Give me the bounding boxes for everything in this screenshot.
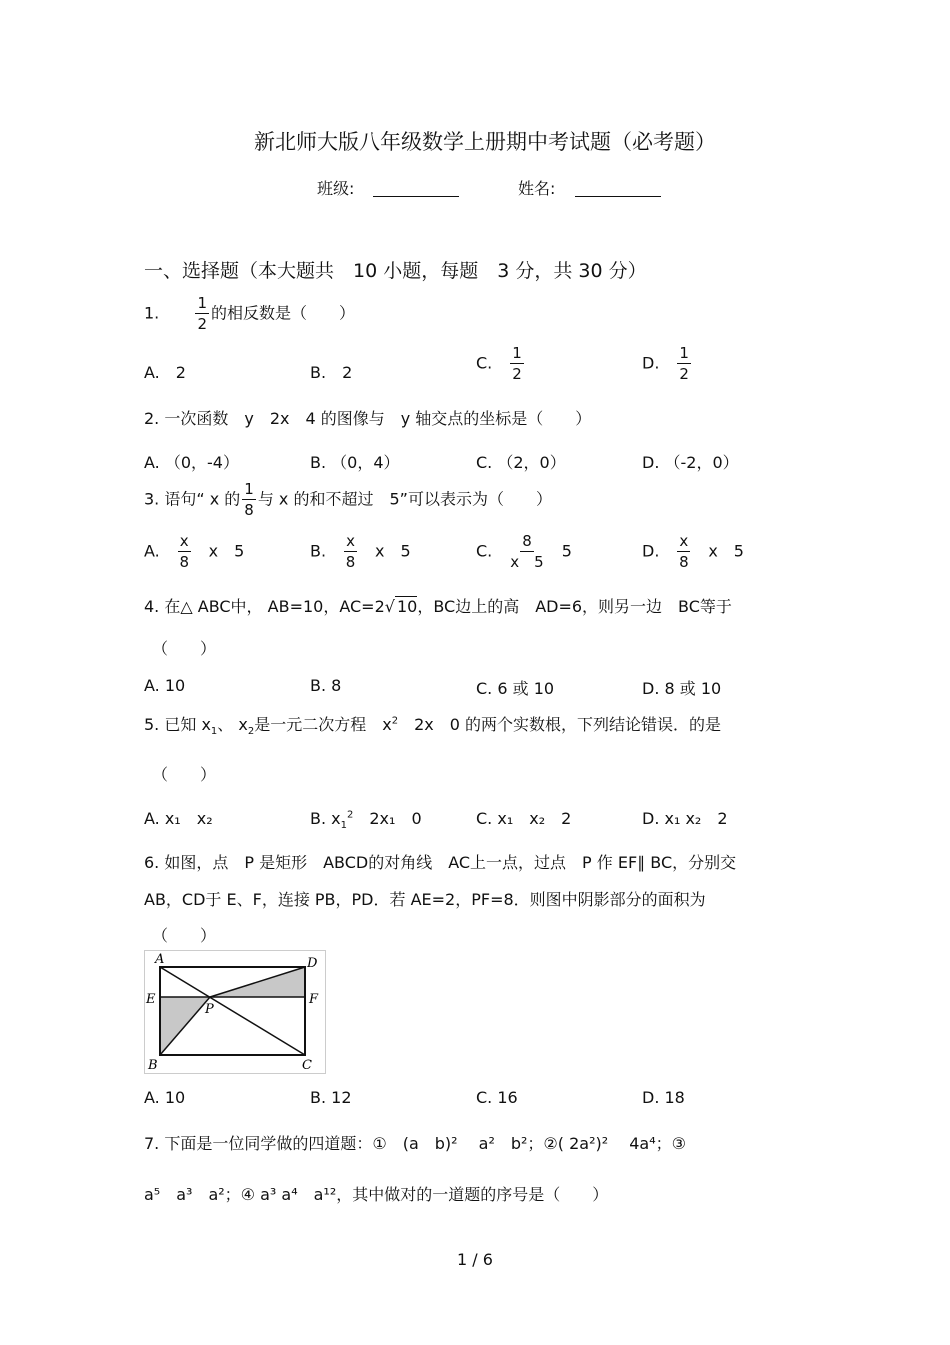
name-blank[interactable] (575, 195, 661, 197)
document-title: 新北师大版八年级数学上册期中考试题（必考题） (254, 130, 716, 154)
label-b: B (148, 1058, 158, 1073)
section-heading: 一、选择题（本大题共 10 小题，每题 3 分，共 30 分） (144, 260, 647, 282)
label-f: F (309, 992, 319, 1007)
label-p: P (205, 1002, 214, 1017)
geometry-diagram (145, 951, 325, 1073)
label-e: E (146, 992, 156, 1007)
q2-option-b[interactable]: B. （0，4） (310, 453, 400, 472)
question-7-line-1: 7. 下面是一位同学做的四道题：① (a b)² a² b²；②( 2a²)² 4a⁴；③ (144, 1134, 686, 1153)
question-6-line-1: 6. 如图，点 P 是矩形 ABCD的对角线 AC上一点，过点 P 作 EF∥ BC，分别交 (144, 853, 737, 872)
question-3: 3. 语句“ x 的 $\frac{1}{8}$ 与 x 的和不超过 5”可以表示为（ ） (144, 480, 552, 519)
class-label: 班级: (317, 179, 355, 198)
name-label: 姓名: (518, 179, 556, 198)
q1-option-d[interactable]: D. $\frac{1}{2}$ (642, 344, 689, 383)
class-blank[interactable] (373, 195, 459, 197)
fraction: $\frac{1}{2}$ (197, 294, 207, 333)
q2-option-d[interactable]: D. （-2，0） (642, 453, 739, 472)
sqrt-symbol: √ (384, 597, 395, 616)
page-number: 1 / 6 (457, 1250, 493, 1269)
label-d: D (307, 956, 318, 971)
q1-option-c[interactable]: C. $\frac{1}{2}$ (476, 344, 522, 383)
question-text: 的相反数是（ ） (211, 303, 356, 323)
rectangle-figure (144, 950, 326, 1074)
question-4: 4. 在△ ABC中， AB=10，AC=2√ 10，BC边上的高 AD=6，则另一边 BC等于 (144, 597, 732, 616)
q5-option-a[interactable]: A. x₁ x₂ (144, 809, 213, 828)
question-number: 1. (144, 303, 160, 323)
q5-paren: （ ） (152, 765, 217, 784)
question-1 (144, 296, 355, 332)
question-6-line-2: AB，CD于 E、F，连接 PB，PD．若 AE=2，PF=8．则图中阴影部分的面积为 (144, 890, 706, 909)
q2-option-a[interactable]: A. （0，-4） (144, 453, 239, 472)
q3-option-d[interactable]: D. $\frac{x}{8}$ x 5 (642, 532, 744, 571)
question-2: 2. 一次函数 y 2x 4 的图像与 y 轴交点的坐标是（ ） (144, 409, 592, 428)
q6-option-d[interactable]: D. 18 (642, 1088, 685, 1107)
q3-option-c[interactable]: C. $\frac{8}{x 5}$ 5 (476, 532, 572, 571)
q4-paren: （ ） (152, 639, 217, 658)
q1-option-b[interactable]: B. 2 (310, 363, 353, 382)
q1-option-a[interactable]: A. 2 (144, 363, 186, 382)
q5-option-c[interactable]: C. x₁ x₂ 2 (476, 809, 572, 828)
q6-paren: （ ） (152, 926, 217, 945)
q6-option-a[interactable]: A. 10 (144, 1088, 186, 1107)
q6-option-b[interactable]: B. 12 (310, 1088, 352, 1107)
label-c: C (302, 1058, 312, 1073)
q3-option-a[interactable]: A. $\frac{x}{8}$ x 5 (144, 532, 245, 571)
q2-option-c[interactable]: C. （2，0） (476, 453, 566, 472)
question-7-line-2: a⁵ a³ a²；④ a³ a⁴ a¹²，其中做对的一道题的序号是（ ） (144, 1185, 609, 1204)
question-5: 5. 已知 $x_1$、 $x_2$是一元二次方程 $x^2$ 2x 0 的两个实数根，下列结论错误．的是 (144, 715, 722, 738)
q4-option-b[interactable]: B. 8 (310, 676, 342, 695)
q5-option-d[interactable]: D. x₁ x₂ 2 (642, 809, 728, 828)
q4-option-a[interactable]: A. 10 (144, 676, 186, 695)
q4-option-c[interactable]: C. 6 或 10 (476, 679, 555, 698)
q5-option-b[interactable]: B. $x_1^2$ 2x₁ 0 (310, 809, 422, 832)
q3-option-b[interactable]: B. $\frac{x}{8}$ x 5 (310, 532, 411, 571)
q6-option-c[interactable]: C. 16 (476, 1088, 518, 1107)
q4-option-d[interactable]: D. 8 或 10 (642, 679, 722, 698)
label-a: A (155, 952, 165, 967)
